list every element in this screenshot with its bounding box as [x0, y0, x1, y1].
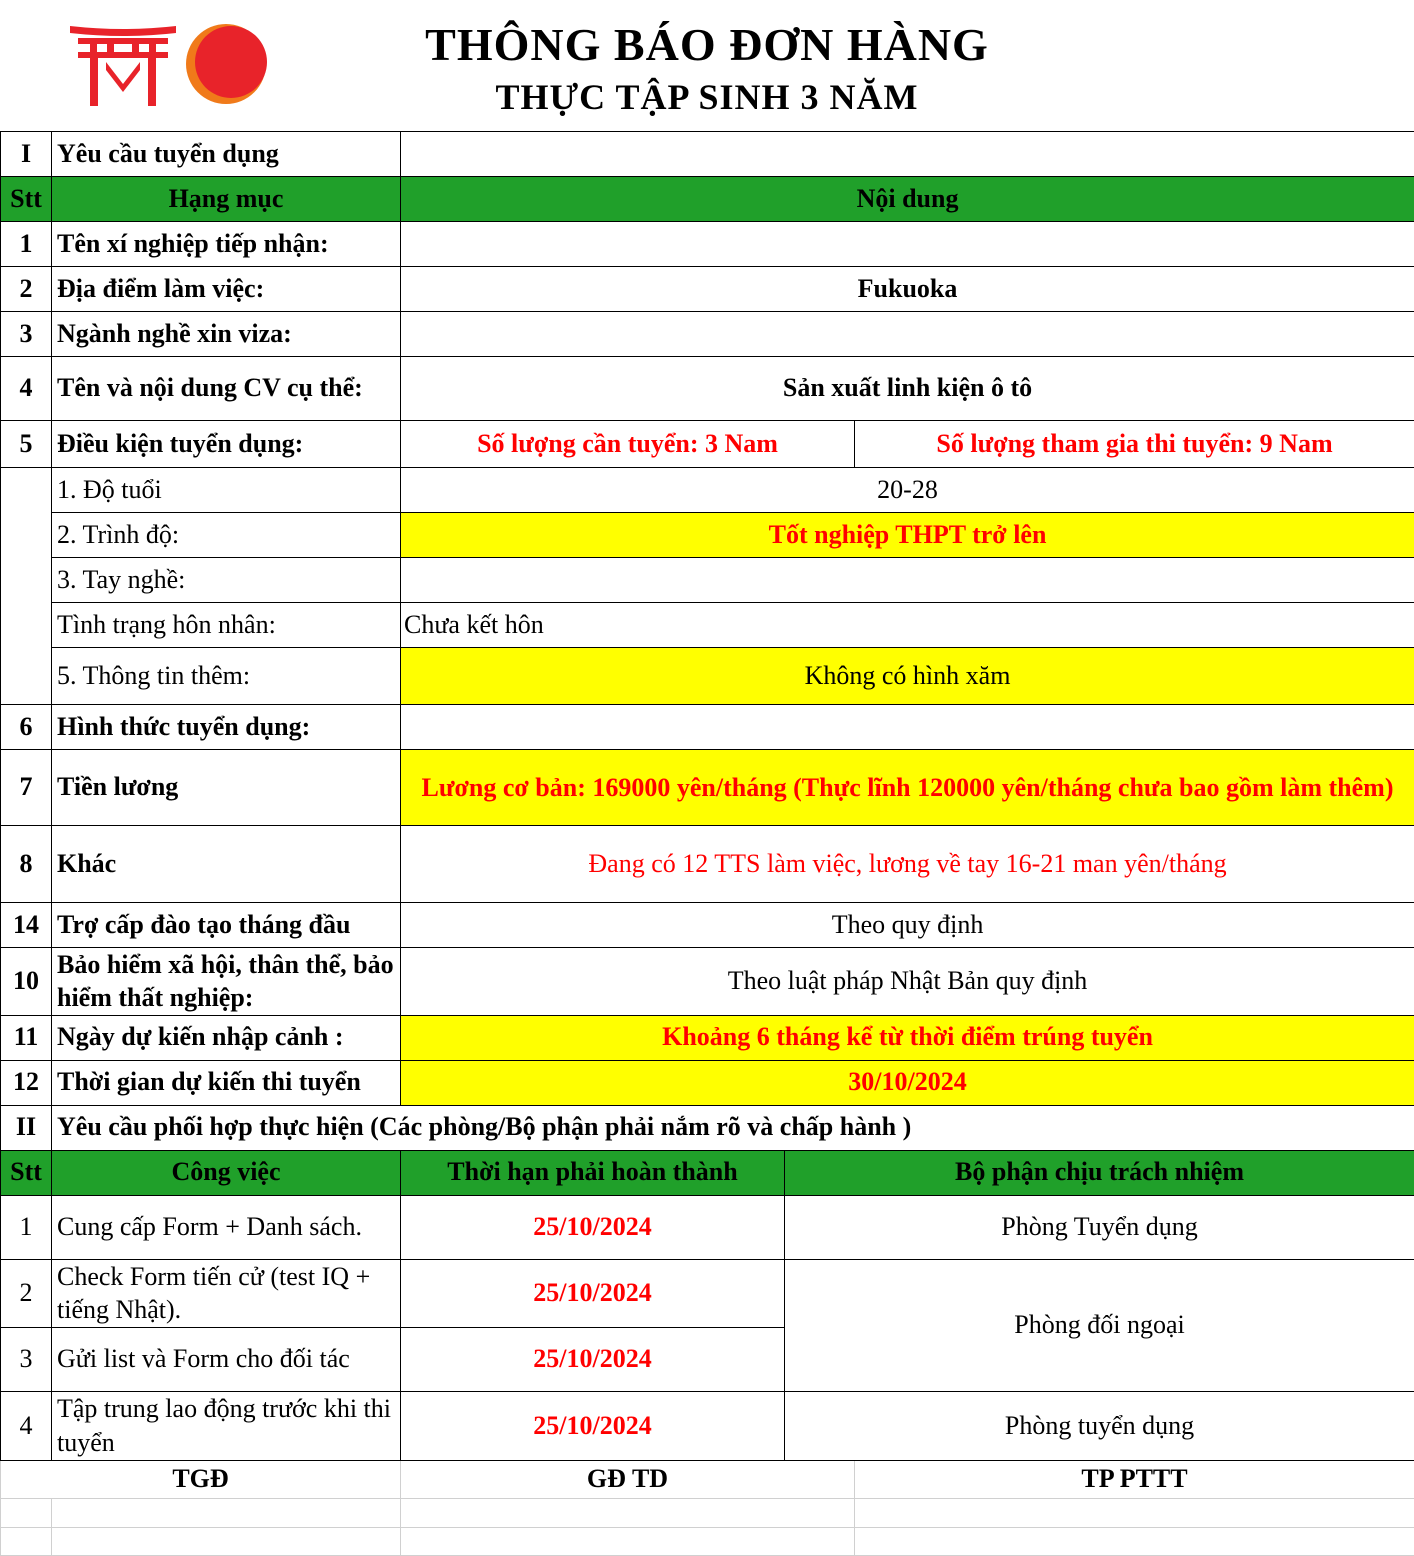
signature-row	[1, 1460, 1414, 1498]
row-number: 5	[1, 421, 52, 468]
section-1-row	[1, 132, 1414, 177]
task-name: Cung cấp Form + Danh sách.	[52, 1195, 401, 1259]
recruit-quantity: Số lượng cần tuyển: 3 Nam	[401, 421, 855, 468]
task-number: 4	[1, 1392, 52, 1461]
task-row	[1, 1195, 1414, 1259]
row-number: 7	[1, 750, 52, 826]
task-department: Phòng Tuyển dụng	[785, 1195, 1414, 1259]
table-row	[1, 468, 1414, 513]
table-row	[1, 222, 1414, 267]
row-number: 14	[1, 903, 52, 948]
task-number: 3	[1, 1328, 52, 1392]
work-location-value: Fukuoka	[401, 267, 1414, 312]
row-number: 4	[1, 357, 52, 421]
page-subtitle: THỰC TẬP SINH 3 NĂM	[0, 76, 1414, 118]
row-label: Bảo hiểm xã hội, thân thể, bảo hiểm thất nghiệp:	[52, 948, 401, 1016]
exam-quantity: Số lượng tham gia thi tuyển: 9 Nam	[855, 421, 1414, 468]
row-label: Khác	[52, 826, 401, 903]
table-row	[1, 750, 1414, 826]
empty-row	[1, 1498, 1414, 1527]
task-row	[1, 1392, 1414, 1461]
empty-cell	[1, 1498, 52, 1527]
col-deadline: Thời hạn phải hoàn thành	[401, 1150, 785, 1195]
age-label: 1. Độ tuổi	[52, 468, 401, 513]
row-label: Tên xí nghiệp tiếp nhận:	[52, 222, 401, 267]
task-number: 2	[1, 1259, 52, 1328]
row-number: 10	[1, 948, 52, 1016]
task-row	[1, 1259, 1414, 1328]
table-row	[1, 312, 1414, 357]
row-label: Thời gian dự kiến thi tuyển	[52, 1060, 401, 1105]
task-deadline: 25/10/2024	[401, 1328, 785, 1392]
row-number: 3	[1, 312, 52, 357]
row-label: Tiền lương	[52, 750, 401, 826]
age-value: 20-28	[401, 468, 1414, 513]
task-deadline: 25/10/2024	[401, 1195, 785, 1259]
row-label: Hình thức tuyển dụng:	[52, 705, 401, 750]
entry-date-value: Khoảng 6 tháng kể từ thời điểm trúng tuyển	[401, 1015, 1414, 1060]
empty-cell	[52, 1498, 401, 1527]
signature-tppttt: TP PTTT	[855, 1460, 1414, 1498]
table-row	[1, 903, 1414, 948]
row-value	[401, 705, 1414, 750]
row-number: 8	[1, 826, 52, 903]
table-row	[1, 648, 1414, 705]
skill-label: 3. Tay nghề:	[52, 558, 401, 603]
marital-label: Tình trạng hôn nhân:	[52, 603, 401, 648]
extra-info-label: 5. Thông tin thêm:	[52, 648, 401, 705]
task-name: Check Form tiến cử (test IQ + tiếng Nhật).	[52, 1259, 401, 1328]
empty-cell	[1, 468, 52, 705]
job-content-value: Sản xuất linh kiện ô tô	[401, 357, 1414, 421]
col-stt: Stt	[1, 1150, 52, 1195]
col-stt: Stt	[1, 177, 52, 222]
row-label: Địa điểm làm việc:	[52, 267, 401, 312]
exam-date-value: 30/10/2024	[401, 1060, 1414, 1105]
task-deadline: 25/10/2024	[401, 1392, 785, 1461]
empty-cell	[401, 132, 1414, 177]
table-header-row	[1, 177, 1414, 222]
empty-cell	[1, 1527, 52, 1555]
row-label: Tên và nội dung CV cụ thể:	[52, 357, 401, 421]
row-number: 12	[1, 1060, 52, 1105]
salary-value: Lương cơ bản: 169000 yên/tháng (Thực lĩnh 120000 yên/tháng chưa bao gồm làm thêm)	[401, 750, 1414, 826]
table-row	[1, 513, 1414, 558]
signature-gdtd: GĐ TD	[401, 1460, 855, 1498]
education-value: Tốt nghiệp THPT trở lên	[401, 513, 1414, 558]
row-number: 1	[1, 222, 52, 267]
table-row	[1, 357, 1414, 421]
row-number: 6	[1, 705, 52, 750]
empty-cell	[401, 1527, 855, 1555]
order-table	[0, 131, 1414, 1556]
table-row	[1, 1060, 1414, 1105]
education-label: 2. Trình độ:	[52, 513, 401, 558]
table-row	[1, 558, 1414, 603]
page-title: THÔNG BÁO ĐƠN HÀNG	[0, 18, 1414, 71]
extra-info-value: Không có hình xăm	[401, 648, 1414, 705]
task-department: Phòng đối ngoại	[785, 1259, 1414, 1392]
signature-tgd: TGĐ	[1, 1460, 401, 1498]
section-2-row	[1, 1105, 1414, 1150]
table-row	[1, 1015, 1414, 1060]
table-row	[1, 826, 1414, 903]
skill-value	[401, 558, 1414, 603]
row-label: Trợ cấp đào tạo tháng đầu	[52, 903, 401, 948]
empty-row	[1, 1527, 1414, 1555]
task-department: Phòng tuyển dụng	[785, 1392, 1414, 1461]
task-header-row	[1, 1150, 1414, 1195]
row-number: 2	[1, 267, 52, 312]
task-deadline: 25/10/2024	[401, 1259, 785, 1328]
empty-cell	[401, 1498, 855, 1527]
section-number: II	[1, 1105, 52, 1150]
col-content: Nội dung	[401, 177, 1414, 222]
row-label: Ngày dự kiến nhập cảnh :	[52, 1015, 401, 1060]
section-title: Yêu cầu phối hợp thực hiện (Các phòng/Bộ phận phải nắm rõ và chấp hành )	[52, 1105, 1414, 1150]
other-info-value: Đang có 12 TTS làm việc, lương về tay 16-21 man yên/tháng	[401, 826, 1414, 903]
row-value	[401, 312, 1414, 357]
col-task: Công việc	[52, 1150, 401, 1195]
col-item: Hạng mục	[52, 177, 401, 222]
marital-value: Chưa kết hôn	[401, 603, 1414, 648]
col-department: Bộ phận chịu trách nhiệm	[785, 1150, 1414, 1195]
section-number: I	[1, 132, 52, 177]
empty-cell	[855, 1498, 1414, 1527]
section-title: Yêu cầu tuyển dụng	[52, 132, 401, 177]
insurance-value: Theo luật pháp Nhật Bản quy định	[401, 948, 1414, 1016]
row-number: 11	[1, 1015, 52, 1060]
task-name: Gửi list và Form cho đối tác	[52, 1328, 401, 1392]
table-row	[1, 603, 1414, 648]
table-row	[1, 267, 1414, 312]
row-value	[401, 222, 1414, 267]
task-number: 1	[1, 1195, 52, 1259]
empty-cell	[855, 1527, 1414, 1555]
table-row	[1, 421, 1414, 468]
table-row	[1, 705, 1414, 750]
empty-cell	[52, 1527, 401, 1555]
row-label: Điều kiện tuyển dụng:	[52, 421, 401, 468]
document-header	[0, 0, 1414, 131]
task-name: Tập trung lao động trước khi thi tuyển	[52, 1392, 401, 1461]
row-label: Ngành nghề xin viza:	[52, 312, 401, 357]
training-allowance-value: Theo quy định	[401, 903, 1414, 948]
table-row	[1, 948, 1414, 1016]
